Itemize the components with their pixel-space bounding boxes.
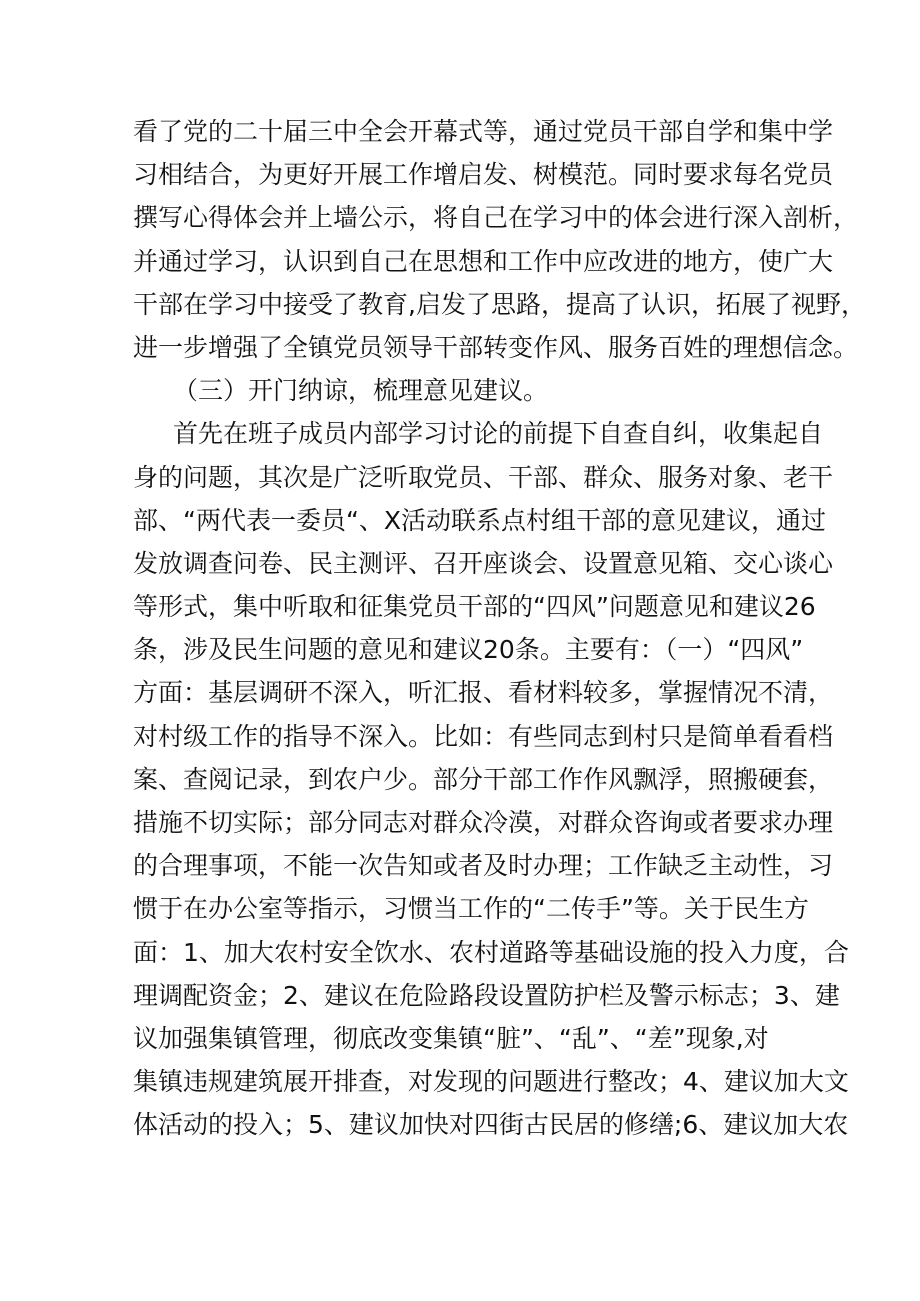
text-line: 首先在班子成员内部学习讨论的前提下自查自纠，收集起自 — [173, 419, 824, 449]
text-line: 习相结合，为更好开展工作增启发、树模范。同时要求每名党员 — [133, 160, 834, 190]
text-line: 议加强集镇管理，彻底改变集镇“脏”、“乱”、“差”现象,对 — [133, 1023, 769, 1053]
text-line: 干部在学习中接受了教育,启发了思路，提高了认识，拓展了视野， — [133, 289, 866, 319]
text-line: 措施不切实际；部分同志对群众冷漠，对群众咨询或者要求办理 — [133, 808, 834, 837]
text-line: 发放调查问卷、民主测评、召开座谈会、设置意见箱、交心谈心 — [133, 548, 834, 578]
text-line: 撰写心得体会并上墙公示，将自己在学习中的体会进行深入剖析， — [133, 203, 859, 233]
text-line: 理调配资金；2、建议在危险路段设置防护栏及警示标志；3、建 — [133, 980, 840, 1010]
text-line: 并通过学习，认识到自己在思想和工作中应改进的地方，使广大 — [133, 246, 834, 276]
text-line: 进一步增强了全镇党员领导干部转变作风、服务百姓的理想信念。 — [133, 332, 859, 362]
section-heading: （三）开门纳谅，梳理意见建议。 — [173, 376, 549, 406]
text-line: 体活动的投入；5、建议加快对四街古民居的修缮;6、建议加大农 — [133, 1110, 849, 1140]
document-body — [133, 110, 866, 1147]
text-line: 面：1、加大农村安全饮水、农村道路等基础设施的投入力度，合 — [133, 937, 849, 967]
text-line: 等形式，集中听取和征集党员干部的“四风”问题意见和建议26 — [133, 592, 816, 622]
text-line: 案、查阅记录，到农户少。部分干部工作作风飘浮，照搬硬套， — [133, 764, 834, 794]
text-line: 集镇违规建筑展开排查，对发现的问题进行整改；4、建议加大文 — [133, 1067, 849, 1097]
text-line: 方面：基层调研不深入，听汇报、看材料较多，掌握情况不清， — [133, 678, 834, 708]
text-line: 对村级工作的指导不深入。比如：有些同志到村只是简单看看档 — [133, 721, 834, 751]
text-line: 部、“两代表一委员“、X活动联系点村组干部的意见建议，通过 — [133, 505, 827, 535]
text-line: 的合理事项，不能一次告知或者及时办理；工作缺乏主动性，习 — [133, 851, 834, 881]
text-line: 身的问题，其次是广泛听取党员、干部、群众、服务对象、老干 — [133, 462, 834, 492]
text-line: 条，涉及民生问题的意见和建议20条。主要有：（一）“四风” — [133, 635, 804, 665]
text-line: 看了党的二十届三中全会开幕式等，通过党员干部自学和集中学 — [133, 117, 834, 146]
text-line: 惯于在办公室等指示，习惯当工作的“二传手”等。关于民生方 — [133, 894, 809, 924]
